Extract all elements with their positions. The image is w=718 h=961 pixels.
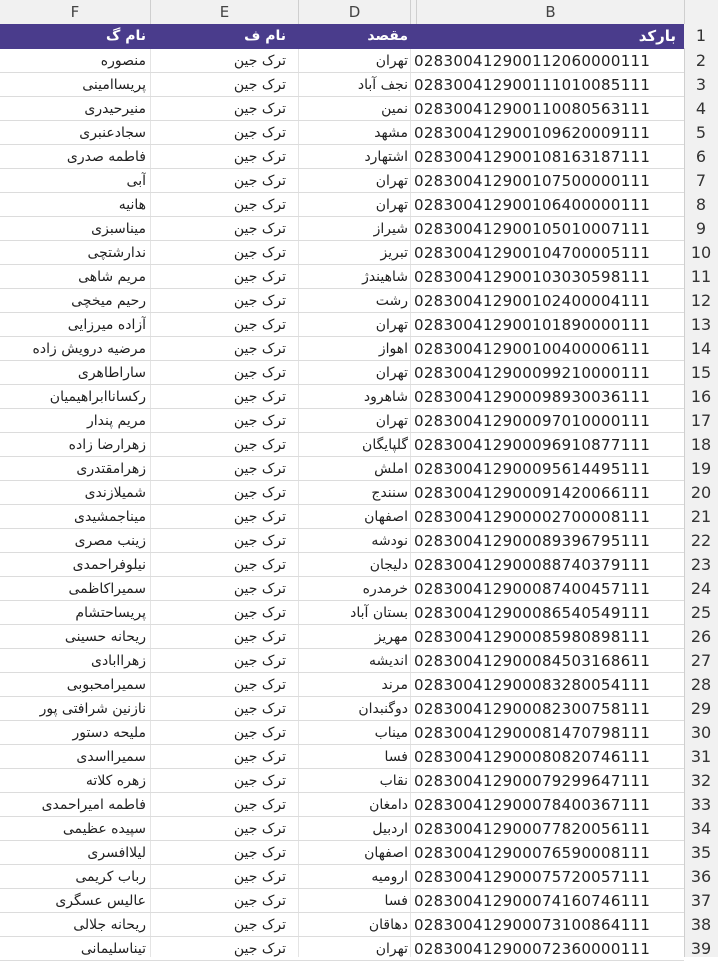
table-row (0, 889, 712, 913)
cell-d[interactable]: اشتهارد (364, 149, 408, 165)
row-number[interactable]: 28 (690, 675, 712, 694)
row-number[interactable]: 7 (695, 171, 707, 190)
cell-f[interactable]: منیرحیدری (84, 101, 146, 117)
cell-b[interactable]: بارکد (638, 27, 676, 45)
cell-b[interactable]: 028300412900072360000111 (414, 940, 651, 958)
row-number[interactable]: 33 (690, 795, 712, 814)
cell-b[interactable]: 028300412900109620009111 (414, 124, 651, 142)
table-row (0, 313, 712, 337)
cell-e[interactable]: ترک جین (233, 797, 286, 813)
row-number[interactable]: 22 (690, 531, 712, 550)
table-row (0, 769, 712, 793)
cell-e[interactable]: ترک جین (233, 293, 286, 309)
table-row (0, 121, 707, 145)
cell-e[interactable]: ترک جین (233, 101, 286, 117)
cell-d[interactable]: بستان آباد (350, 605, 408, 621)
cell-f[interactable]: سمیرامحبوبی (66, 677, 146, 693)
cell-e[interactable]: ترک جین (233, 701, 286, 717)
column-header-b[interactable] (416, 0, 684, 24)
cell-f[interactable]: زهره کلاته (85, 773, 146, 789)
header-data-row (0, 24, 707, 49)
cell-e[interactable]: ترک جین (233, 365, 286, 381)
column-header-bar (0, 0, 718, 25)
cell-b[interactable]: 028300412900086540549111 (414, 604, 651, 622)
cell-b[interactable]: 028300412900088740379111 (414, 556, 651, 574)
row-number[interactable]: 16 (690, 387, 712, 406)
table-row (0, 913, 712, 937)
row-number[interactable]: 29 (690, 699, 712, 718)
row-number[interactable]: 17 (690, 411, 712, 430)
row-number[interactable]: 3 (695, 75, 707, 94)
cell-f[interactable]: میناسبزی (91, 221, 146, 237)
cell-f[interactable]: رحیم میخچی (71, 293, 146, 309)
cell-e[interactable]: ترک جین (233, 893, 286, 909)
cell-d[interactable]: تهران (375, 173, 408, 189)
cell-f[interactable]: ندارشتچی (87, 245, 146, 261)
table-row (0, 97, 707, 121)
cell-e[interactable]: ترک جین (233, 677, 286, 693)
table-row (0, 241, 712, 265)
cell-f[interactable]: رکساناابراهیمیان (49, 389, 146, 405)
cell-b[interactable]: 028300412900083280054111 (414, 676, 651, 694)
cell-b[interactable]: 028300412900091420066111 (414, 484, 651, 502)
cell-e[interactable]: نام ف (244, 28, 286, 44)
cell-e[interactable]: ترک جین (233, 437, 286, 453)
table-row (0, 937, 712, 961)
cell-f[interactable]: رباب کریمی (75, 869, 146, 885)
cell-f[interactable]: آزاده میرزایی (67, 317, 146, 333)
cell-d[interactable]: دلیجان (369, 557, 408, 573)
row-number[interactable]: 20 (690, 483, 712, 502)
table-row (0, 433, 712, 457)
row-number[interactable]: 32 (690, 771, 712, 790)
cell-b[interactable]: 028300412900089396795111 (414, 532, 651, 550)
cell-f[interactable]: هانیه (118, 197, 146, 213)
cell-f[interactable]: ساراطاهری (77, 365, 146, 381)
cell-b[interactable]: 028300412900084503168611 (414, 652, 651, 670)
cell-b[interactable]: 028300412900087400457111 (414, 580, 651, 598)
table-row (0, 553, 712, 577)
cell-f[interactable]: نام گ (106, 28, 146, 44)
table-row (0, 817, 712, 841)
cell-d[interactable]: سنندج (371, 485, 408, 501)
cell-f[interactable]: زهراابادی (90, 653, 146, 669)
cell-e[interactable]: ترک جین (233, 173, 286, 189)
cell-f[interactable]: مرضیه درویش زاده (32, 341, 146, 357)
table-row (0, 793, 712, 817)
cell-f[interactable]: زهرامقتدری (76, 461, 146, 477)
cell-e[interactable]: ترک جین (233, 869, 286, 885)
cell-b[interactable]: 028300412900111010085111 (414, 76, 651, 94)
cell-f[interactable]: فاطمه صدری (66, 149, 146, 165)
cell-e[interactable]: ترک جین (233, 581, 286, 597)
row-number[interactable]: 11 (690, 267, 712, 286)
cell-d[interactable]: اردبیل (372, 821, 408, 837)
cell-e[interactable]: ترک جین (233, 77, 286, 93)
row-number[interactable]: 18 (690, 435, 712, 454)
cell-b[interactable]: 028300412900074160746111 (414, 892, 651, 910)
row-number[interactable]: 36 (690, 867, 712, 886)
table-row (0, 745, 712, 769)
row-number[interactable]: 26 (690, 627, 712, 646)
cell-f[interactable]: سمیراکاظمی (68, 581, 146, 597)
cell-b[interactable]: 028300412900075720057111 (414, 868, 651, 886)
cell-d[interactable]: تهران (375, 365, 408, 381)
row-number[interactable]: 27 (690, 651, 712, 670)
row-number[interactable]: 37 (690, 891, 712, 910)
table-row (0, 649, 712, 673)
table-row (0, 385, 712, 409)
table-row (0, 625, 712, 649)
row-number[interactable]: 12 (690, 291, 712, 310)
row-number[interactable]: 14 (690, 339, 712, 358)
cell-b[interactable]: 028300412900103030598111 (414, 268, 651, 286)
cell-d[interactable]: فسا (384, 749, 408, 765)
cell-d[interactable]: دامغان (369, 797, 408, 813)
column-header-e[interactable] (150, 0, 298, 24)
cell-b[interactable]: 028300412900080820746111 (414, 748, 651, 766)
row-number[interactable]: 19 (690, 459, 712, 478)
row-number[interactable]: 21 (690, 507, 712, 526)
cell-d[interactable]: تهران (375, 941, 408, 957)
cell-f[interactable]: فاطمه امیراحمدی (41, 797, 146, 813)
cell-b[interactable]: 028300412900100400006111 (414, 340, 651, 358)
cell-b[interactable]: 028300412900002700008111 (414, 508, 651, 526)
cell-e[interactable]: ترک جین (233, 269, 286, 285)
cell-f[interactable]: سمیرااسدی (76, 749, 146, 765)
table-row (0, 289, 712, 313)
table-row (0, 673, 712, 697)
row-number[interactable]: 6 (695, 147, 707, 166)
cell-b[interactable]: 028300412900077820056111 (414, 820, 651, 838)
row-number[interactable]: 2 (695, 51, 707, 70)
cell-e[interactable]: ترک جین (233, 653, 286, 669)
column-header-d[interactable] (298, 0, 410, 24)
cell-f[interactable]: شمیلازندی (84, 485, 146, 501)
cell-f[interactable]: تیناسلیمانی (80, 941, 146, 957)
cell-f[interactable]: سجادعنبری (79, 125, 146, 141)
cell-f[interactable]: پریساامینی (82, 77, 146, 93)
cell-d[interactable]: اصفهان (364, 845, 408, 861)
cell-d[interactable]: تبریز (380, 245, 408, 261)
table-row (0, 697, 712, 721)
cell-b[interactable]: 028300412900076590008111 (414, 844, 651, 862)
cell-d[interactable]: املش (374, 461, 408, 477)
spreadsheet-grid (0, 24, 712, 961)
cell-e[interactable]: ترک جین (233, 821, 286, 837)
row-number[interactable]: 10 (690, 243, 712, 262)
table-row (0, 361, 712, 385)
cell-b[interactable]: 028300412900098930036111 (414, 388, 651, 406)
cell-b[interactable]: 028300412900102400004111 (414, 292, 651, 310)
cell-d[interactable]: اهواز (378, 341, 408, 357)
row-number[interactable]: 4 (695, 99, 707, 118)
column-header-label: B (545, 3, 556, 21)
cell-f[interactable]: ریحانه جلالی (73, 917, 146, 933)
table-row (0, 409, 712, 433)
cell-d[interactable]: ارومیه (371, 869, 408, 885)
table-row (0, 529, 712, 553)
table-row (0, 337, 712, 361)
cell-b[interactable]: 028300412900097010000111 (414, 412, 651, 430)
cell-d[interactable]: نجف آباد (357, 77, 408, 93)
cell-e[interactable]: ترک جین (233, 149, 286, 165)
table-row (0, 601, 712, 625)
cell-e[interactable]: ترک جین (233, 245, 286, 261)
cell-f[interactable]: مریم شاهی (78, 269, 146, 285)
cell-e[interactable]: ترک جین (233, 917, 286, 933)
row-number[interactable]: 13 (690, 315, 712, 334)
cell-f[interactable]: مریم پندار (86, 413, 146, 429)
row-number[interactable]: 30 (690, 723, 712, 742)
cell-f[interactable]: میناجمشیدی (74, 509, 146, 525)
cell-e[interactable]: ترک جین (233, 725, 286, 741)
row-number[interactable]: 8 (695, 195, 707, 214)
cell-f[interactable]: زینب مصری (74, 533, 146, 549)
cell-d[interactable]: مهریز (374, 629, 408, 645)
table-row (0, 145, 707, 169)
table-row (0, 865, 712, 889)
cell-b[interactable]: 028300412900101890000111 (414, 316, 651, 334)
column-header-label: F (70, 3, 80, 21)
cell-d[interactable]: رشت (375, 293, 408, 309)
cell-d[interactable]: نقاب (379, 773, 408, 789)
cell-d[interactable]: دوگنبدان (358, 701, 408, 717)
cell-e[interactable]: ترک جین (233, 125, 286, 141)
cell-f[interactable]: پریساحتشام (75, 605, 146, 621)
cell-d[interactable]: نودشه (371, 533, 408, 549)
row-number[interactable]: 38 (690, 915, 712, 934)
cell-b[interactable]: 028300412900108163187111 (414, 148, 651, 166)
cell-f[interactable]: عالیس عسگری (55, 893, 146, 909)
cell-d[interactable]: فسا (384, 893, 408, 909)
cell-e[interactable]: ترک جین (233, 461, 286, 477)
cell-d[interactable]: مقصد (367, 28, 408, 44)
cell-e[interactable]: ترک جین (233, 317, 286, 333)
row-number[interactable]: 39 (690, 939, 712, 958)
cell-b[interactable]: 028300412900082300758111 (414, 700, 651, 718)
cell-d[interactable]: مشهد (374, 125, 408, 141)
cell-e[interactable]: ترک جین (233, 197, 286, 213)
table-row (0, 193, 707, 217)
cell-e[interactable]: ترک جین (233, 941, 286, 957)
cell-d[interactable]: اندیشه (368, 653, 408, 669)
table-row (0, 481, 712, 505)
cell-f[interactable]: سپیده عظیمی (62, 821, 146, 837)
row-number[interactable]: 1 (684, 24, 718, 48)
cell-d[interactable]: شاهرود (363, 389, 408, 405)
cell-d[interactable]: تهران (375, 317, 408, 333)
cell-e[interactable]: ترک جین (233, 509, 286, 525)
cell-d[interactable]: تهران (375, 53, 408, 69)
column-header-label: E (219, 3, 230, 21)
cell-d[interactable]: تهران (375, 197, 408, 213)
table-row (0, 457, 712, 481)
cell-b[interactable]: 028300412900112060000111 (414, 52, 651, 70)
cell-d[interactable]: تهران (375, 413, 408, 429)
cell-e[interactable]: ترک جین (233, 413, 286, 429)
row-number[interactable]: 35 (690, 843, 712, 862)
select-all-corner[interactable] (684, 0, 718, 24)
cell-b[interactable]: 028300412900106400000111 (414, 196, 651, 214)
cell-d[interactable]: خرمدره (362, 581, 408, 597)
cell-b[interactable]: 028300412900105010007111 (414, 220, 651, 238)
table-row (0, 721, 712, 745)
cell-d[interactable]: شیراز (373, 221, 408, 237)
cell-e[interactable]: ترک جین (233, 749, 286, 765)
cell-f[interactable]: ملیحه دستور (72, 725, 146, 741)
cell-d[interactable]: میناب (374, 725, 408, 741)
cell-f[interactable]: نازنین شرافتی پور (39, 701, 146, 717)
column-header-f[interactable] (0, 0, 150, 24)
cell-d[interactable]: دهاقان (368, 917, 408, 933)
cell-b[interactable]: 028300412900110080563111 (414, 100, 651, 118)
table-row (0, 841, 712, 865)
cell-b[interactable]: 028300412900081470798111 (414, 724, 651, 742)
cell-d[interactable]: شاهیندژ (362, 269, 408, 285)
cell-b[interactable]: 028300412900099210000111 (414, 364, 651, 382)
cell-e[interactable]: ترک جین (233, 629, 286, 645)
row-number[interactable]: 25 (690, 603, 712, 622)
cell-b[interactable]: 028300412900079299647111 (414, 772, 651, 790)
cell-e[interactable]: ترک جین (233, 773, 286, 789)
cell-b[interactable]: 028300412900085980898111 (414, 628, 651, 646)
cell-f[interactable]: نیلوفراحمدی (72, 557, 146, 573)
row-number[interactable]: 23 (690, 555, 712, 574)
cell-f[interactable]: زهرارضا زاده (68, 437, 146, 453)
cell-e[interactable]: ترک جین (233, 845, 286, 861)
row-number[interactable]: 9 (695, 219, 707, 238)
table-row (0, 505, 712, 529)
cell-e[interactable]: ترک جین (233, 485, 286, 501)
cell-f[interactable]: لیلاافسری (87, 845, 146, 861)
row-number[interactable]: 31 (690, 747, 712, 766)
table-row (0, 49, 707, 73)
cell-d[interactable]: گلپایگان (362, 437, 408, 453)
cell-d[interactable]: اصفهان (364, 509, 408, 525)
table-row (0, 577, 712, 601)
row-number[interactable]: 24 (690, 579, 712, 598)
cell-e[interactable]: ترک جین (233, 605, 286, 621)
cell-f[interactable]: آبی (126, 173, 146, 189)
cell-e[interactable]: ترک جین (233, 533, 286, 549)
row-number[interactable]: 5 (695, 123, 707, 142)
table-row (0, 169, 707, 193)
cell-b[interactable]: 028300412900078400367111 (414, 796, 651, 814)
cell-e[interactable]: ترک جین (233, 557, 286, 573)
cell-d[interactable]: نمین (381, 101, 408, 117)
cell-f[interactable]: ریحانه حسینی (64, 629, 146, 645)
cell-e[interactable]: ترک جین (233, 221, 286, 237)
cell-e[interactable]: ترک جین (233, 389, 286, 405)
cell-d[interactable]: مرند (381, 677, 408, 693)
cell-e[interactable]: ترک جین (233, 53, 286, 69)
cell-b[interactable]: 028300412900073100864111 (414, 916, 651, 934)
table-row (0, 265, 712, 289)
row-number[interactable]: 34 (690, 819, 712, 838)
cell-b[interactable]: 028300412900104700005111 (414, 244, 651, 262)
cell-b[interactable]: 028300412900095614495111 (414, 460, 651, 478)
cell-b[interactable]: 028300412900107500000111 (414, 172, 651, 190)
table-row (0, 73, 707, 97)
table-row (0, 217, 707, 241)
row-number[interactable]: 15 (690, 363, 712, 382)
cell-e[interactable]: ترک جین (233, 341, 286, 357)
cell-f[interactable]: منصوره (100, 53, 146, 69)
column-header-label: D (348, 3, 361, 21)
cell-b[interactable]: 028300412900096910877111 (414, 436, 651, 454)
